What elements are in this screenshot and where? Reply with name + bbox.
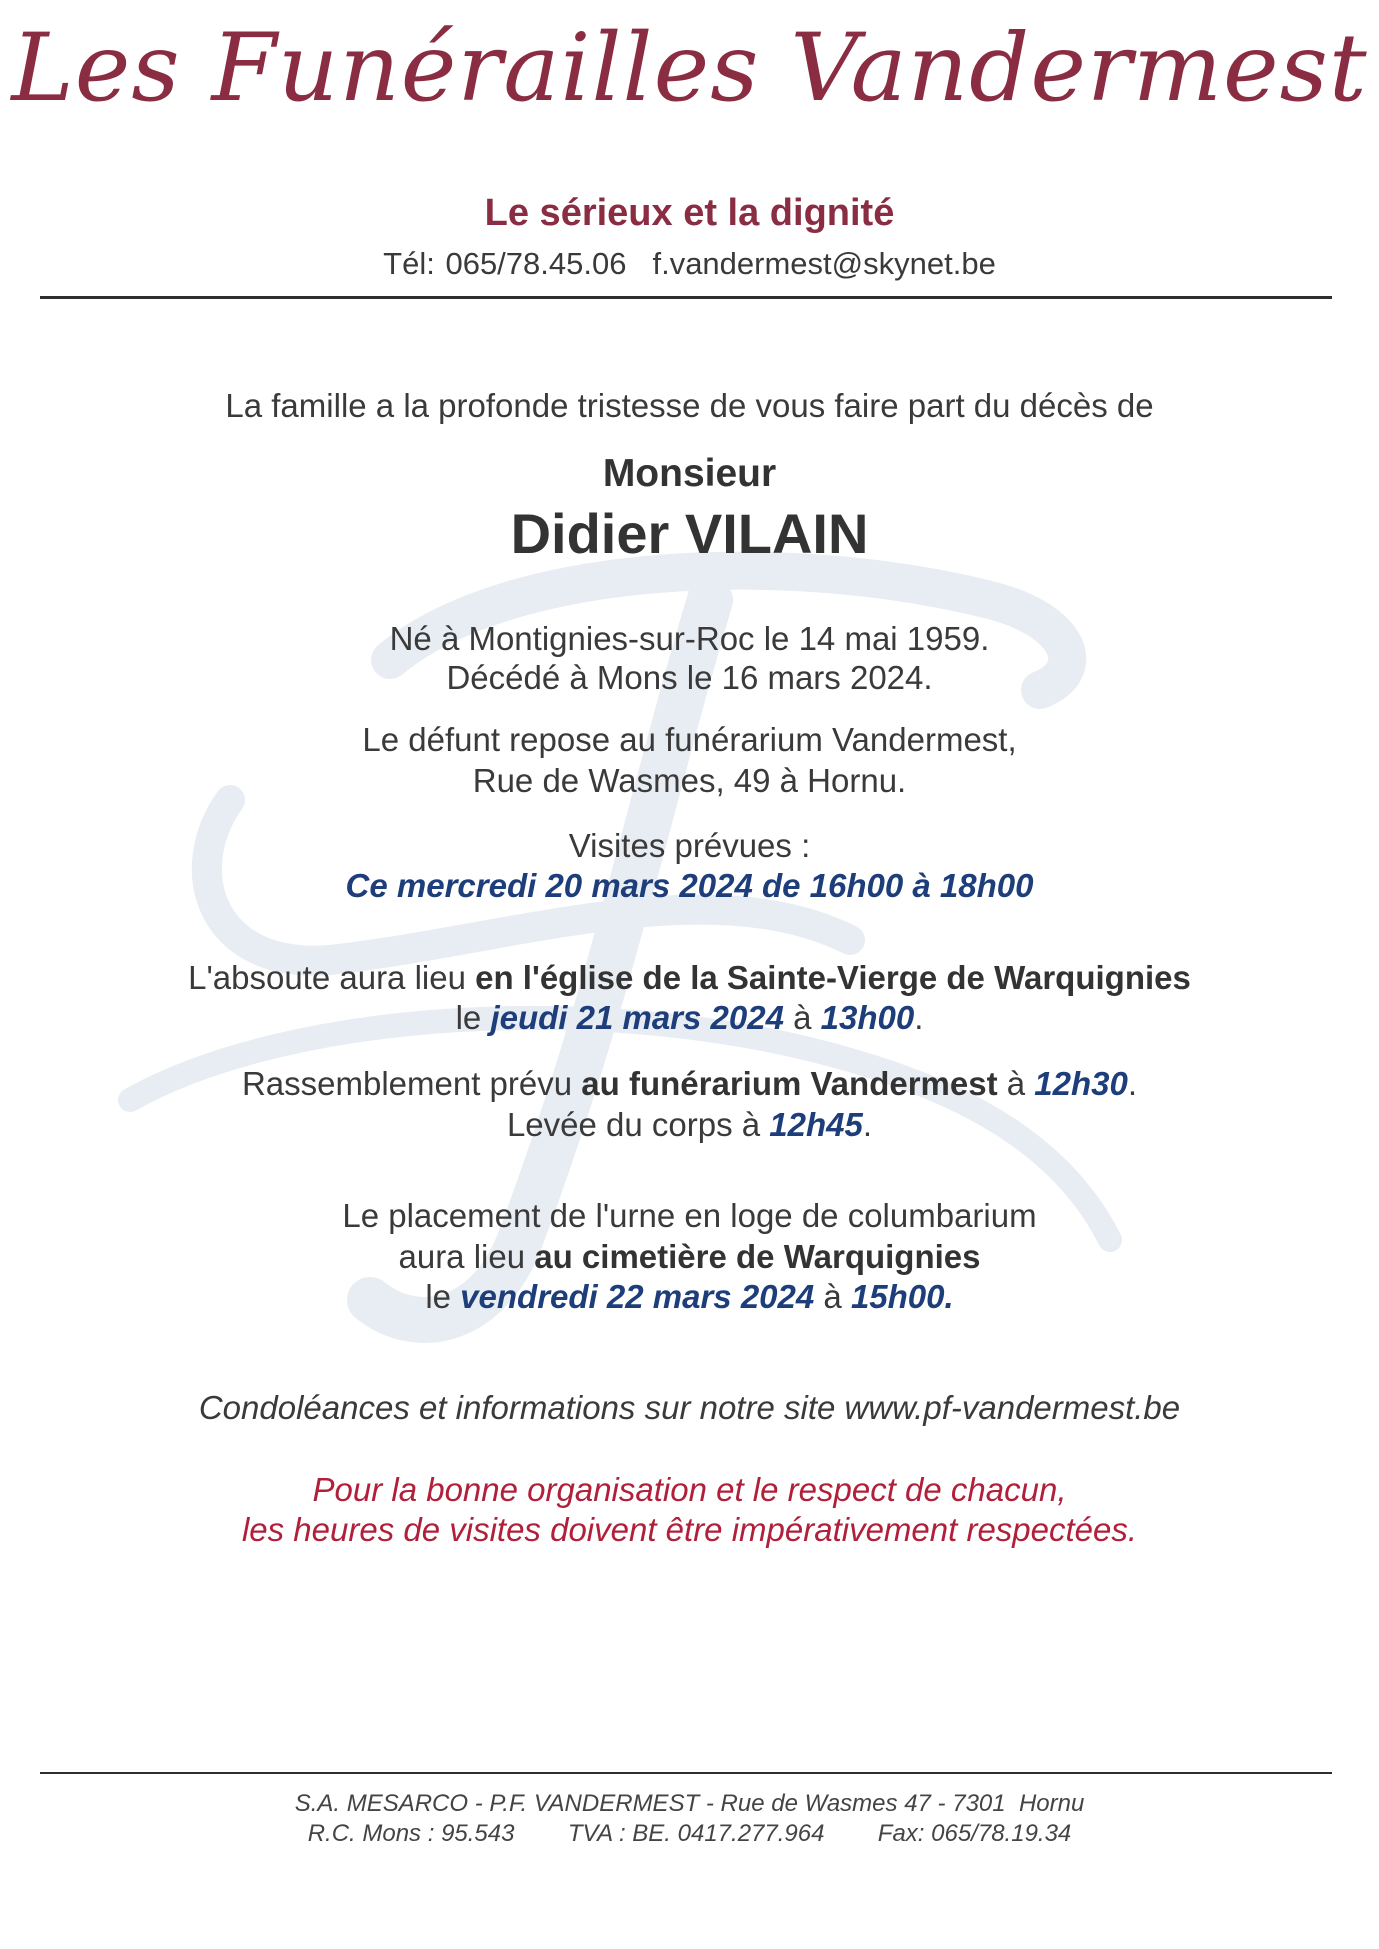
- urn-a: à: [814, 1278, 851, 1315]
- urn-place: au cimetière de Warquignies: [534, 1238, 981, 1275]
- absoute-a: à: [783, 999, 821, 1036]
- birth-info: Né à Montignies-sur-Roc le 14 mai 1959.: [389, 620, 990, 657]
- levee-time: 12h45: [769, 1106, 863, 1143]
- urn-line-1: Le placement de l'urne en loge de columbarium: [342, 1197, 1037, 1234]
- gathering-place: au funérarium Vandermest: [581, 1065, 998, 1102]
- footer-fax: Fax: 065/78.19.34: [877, 1820, 1072, 1847]
- absoute-line-1: [0, 958, 1379, 998]
- visits-schedule: Ce mercredi 20 mars 2024 de 16h00 à 18h00: [345, 867, 1034, 904]
- absoute-le: le: [455, 999, 491, 1036]
- absoute-time: 13h00: [820, 999, 915, 1036]
- urn-time: 15h00.: [850, 1278, 954, 1315]
- urn-line-3: [0, 1277, 1379, 1317]
- footer-tva: TVA : BE. 0417.277.964: [567, 1820, 825, 1847]
- repose-line-2: Rue de Wasmes, 49 à Hornu.: [472, 762, 907, 799]
- intro-text: La famille a la profonde tristesse de vous faire part du décès de: [225, 387, 1154, 424]
- tagline: Le sérieux et la dignité: [484, 192, 895, 234]
- repose-line-1: Le défunt repose au funérarium Vandermest,: [362, 721, 1017, 758]
- absoute-place: en l'église de la Sainte-Vierge de Warquignies: [475, 959, 1191, 996]
- levee-end: .: [862, 1106, 873, 1143]
- deceased-name: Didier VILAIN: [510, 502, 869, 565]
- gathering-time: 12h30: [1034, 1065, 1128, 1102]
- absoute-prefix: L'absoute aura lieu: [188, 959, 476, 996]
- footer-line-1: S.A. MESARCO - P.F. VANDERMEST - Rue de Wasmes 47 - 7301 Hornu: [294, 1790, 1085, 1817]
- phone: Tél: 065/78.45.06: [383, 246, 627, 281]
- urn-date: vendredi 22 mars 2024: [460, 1278, 815, 1315]
- visits-label: Visites prévues :: [568, 827, 811, 864]
- gathering-prefix: Rassemblement prévu: [241, 1065, 582, 1102]
- footer-rc: R.C. Mons : 95.543: [307, 1820, 515, 1847]
- footer-line-2: [0, 1820, 1379, 1848]
- honorific: Monsieur: [602, 452, 777, 495]
- notice-line-2: les heures de visites doivent être impérativement respectées.: [241, 1511, 1138, 1548]
- footer-divider: [40, 1772, 1332, 1774]
- death-info: Décédé à Mons le 16 mars 2024.: [446, 659, 933, 696]
- notice-line-1: Pour la bonne organisation et le respect de chacun,: [312, 1471, 1067, 1508]
- urn-line-2: [0, 1237, 1379, 1277]
- gathering-a: à: [997, 1065, 1035, 1102]
- absoute-line-2: [0, 998, 1379, 1038]
- gathering-line: [0, 1064, 1379, 1104]
- urn-le: le: [425, 1278, 461, 1315]
- gathering-end: .: [1127, 1065, 1138, 1102]
- brand-name: Les Funérailles Vandermest: [11, 14, 1368, 123]
- email: f.vandermest@skynet.be: [652, 246, 996, 281]
- levee-prefix: Levée du corps à: [506, 1106, 770, 1143]
- levee-line: [0, 1105, 1379, 1145]
- urn-prefix: aura lieu: [398, 1238, 535, 1275]
- absoute-end: .: [914, 999, 924, 1036]
- condolences-line: Condoléances et informations sur notre site www.pf-vandermest.be: [198, 1389, 1181, 1426]
- absoute-date: jeudi 21 mars 2024: [490, 999, 784, 1036]
- header-divider: [40, 296, 1332, 299]
- contact-line: [0, 246, 1379, 282]
